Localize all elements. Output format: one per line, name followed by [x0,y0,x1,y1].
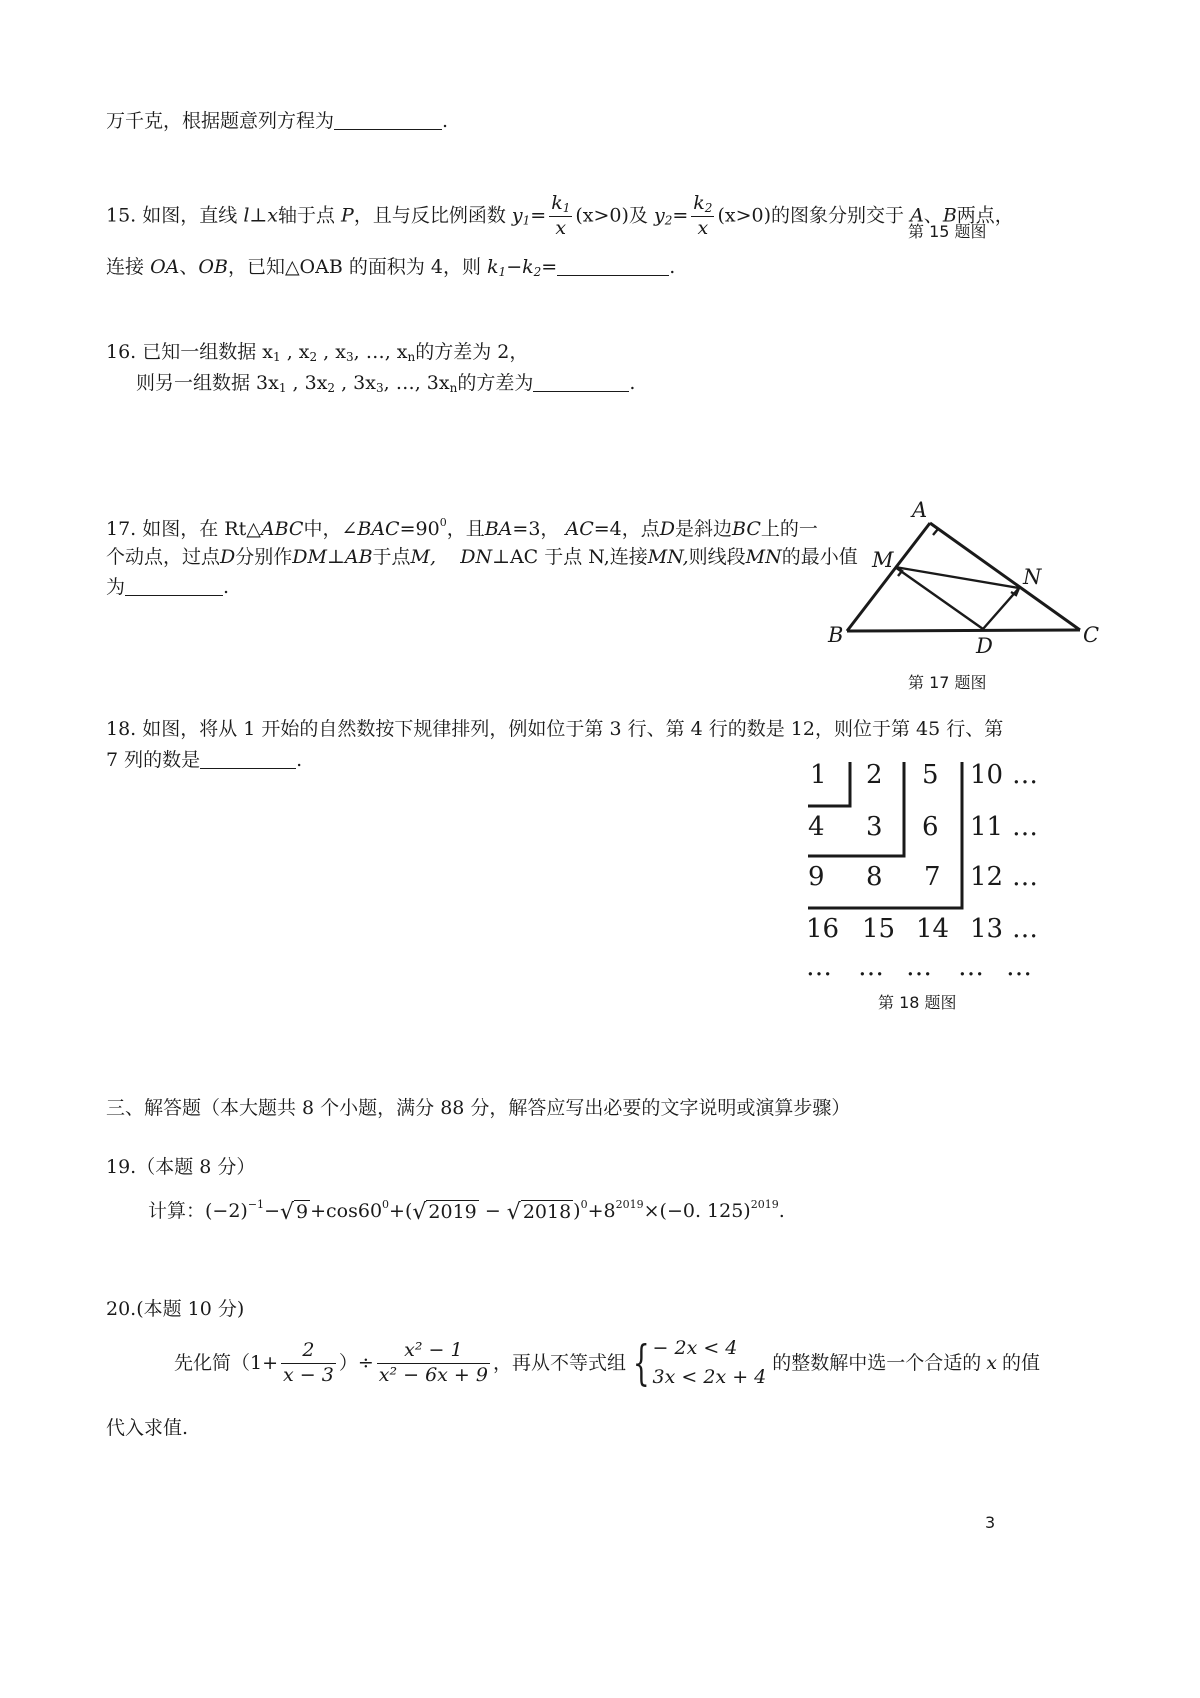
q17-label-n: N [1023,565,1042,589]
q18-line-2 [106,749,302,772]
q18-cell: 13 [970,914,1004,944]
q16-c3: , …, x [353,341,408,363]
q20-expression [174,1334,1040,1393]
q15-perp: ⊥ [249,204,268,227]
q17-mn2: MN [745,546,782,568]
q15-line-1 [106,192,1014,241]
q15-mid1: 轴于点 [277,204,335,227]
q15-y1: y [511,204,523,227]
q20-tail-a: 的整数解中选一个合适的 [772,1352,982,1375]
q17-label-m: M [872,548,894,572]
q17-line-1 [106,516,818,541]
q18-cell: … [1006,952,1032,982]
q17-line2-c: 于点 [372,546,411,568]
q18-end: . [296,749,303,771]
q18-cell: 10 [970,760,1004,790]
q18-cell: 12 [970,862,1004,892]
q20-line-2: 代入求值. [106,1417,189,1439]
q17-line2-e: 则线段 [688,546,746,568]
q19-sqrt-9: √ 9 [279,1200,309,1225]
q17-line-2 [106,546,858,569]
q17-line1-e: =3， [512,518,560,540]
q17-line1-g: 是斜边 [674,518,732,540]
q17-bc: BC [732,518,761,540]
q15-line2-mid: ，已知△OAB 的面积为 4，则 [227,256,481,278]
q15-k1: k [551,192,563,214]
q15-kk2: k [522,256,534,278]
q16-line2-pre: 则另一组数据 3x [136,372,279,394]
q15-k1-sub: 1 [562,201,571,215]
q20-close: ）÷ [338,1352,374,1375]
q18-answer-blank [200,749,296,769]
q18-line2-text: 7 列的数是 [106,749,201,771]
q16-t3: 3 [376,381,384,395]
q17-line1-b: 中，∠ [303,518,358,540]
q19-cos: +cos60 [310,1200,383,1222]
q19-minus2: − [478,1200,507,1222]
q17-label-a: A [912,498,928,522]
q19-header: 19.（本题 8 分） [106,1156,256,1178]
q17-side-ab [847,523,930,631]
q15-k2: k [693,192,705,214]
q19-exp2019: 2019 [615,1198,644,1211]
q16-s3: 3 [345,350,354,364]
q15-point-b: B [942,204,957,227]
q16-c2: , x [317,341,346,363]
q14-tail-line [106,110,448,133]
q15-mid2: ，且与反比例函数 [353,204,506,227]
q16-t1: 1 [278,381,287,395]
q18-cell: 1 [810,760,827,790]
q17-label-d: D [976,634,993,658]
q14-tail-text: 万千克，根据题意列方程为 [106,110,335,132]
q17-answer-blank [125,576,223,596]
q15-ob: OB [198,256,228,278]
q15-kk2-sub: 2 [533,265,542,279]
q15-sep2: 、 [179,256,199,278]
q18-cell: 7 [924,862,941,892]
q15-eq1: = [530,204,547,227]
q15-mid4: 两点， [956,204,1014,227]
q15-prefix: 15. 如图，直线 [106,204,238,227]
q17-segment-dm [895,567,983,629]
q19-exp2019b: 2019 [750,1198,779,1211]
q19-times: ×(−0. 125) [643,1200,751,1222]
q15-k2-sub: 2 [704,201,713,215]
q19-eight: +8 [587,1200,616,1222]
q15-line-l: l [243,204,250,227]
q20-mid: ，再从不等式组 [492,1352,626,1375]
q19-calc: 计算：(−2) [148,1200,248,1222]
q15-point-p: P [341,204,354,227]
q17-line1-h: 上的一 [760,518,818,540]
q17-figure-caption: 第 17 题图 [908,673,987,692]
q18-cell: 14 [916,914,950,944]
q18-number-grid [800,758,1050,988]
q19-end: . [778,1200,785,1222]
q18-cell: … [958,952,984,982]
q16-d3: , …, 3x [383,372,450,394]
q15-cond2: (x>0) [717,204,771,227]
q19-expression [148,1198,785,1224]
q19-minus: − [264,1200,280,1222]
page-number: 3 [985,1513,996,1532]
q16-c1: , x [280,341,310,363]
q15-point-a: A [910,204,924,227]
q15-kk1: k [487,256,499,278]
q15-minus: − [506,256,523,278]
q17-line2-b: 分别作 [235,546,293,568]
section-3-heading: 三、解答题（本大题共 8 个小题，满分 88 分，解答应写出必要的文字说明或演算步骤） [106,1097,851,1119]
q16-answer-blank [533,372,629,392]
q17-deg: 0 [439,516,447,529]
q15-y2: y [653,204,665,227]
q15-end: . [669,256,676,278]
q18-cell: … [858,952,884,982]
q15-oa: OA [150,256,180,278]
q15-y1-sub: 1 [522,213,531,228]
q18-cell: 9 [808,862,825,892]
q18-cell: 6 [922,812,939,842]
q20-fraction-2: $\frac{\text{x² − 1}}{\text{x² − 6x + 9}}$ [378,1339,488,1386]
q18-cell: 15 [862,914,896,944]
q17-ab: AB [344,546,373,568]
q16-line1-pre: 16. 已知一组数据 x [106,341,274,363]
q20-brace: { [632,1335,650,1392]
q18-cell: … [1012,914,1038,944]
q19-sqrt-2019: √ 2019 [412,1200,477,1225]
q19-plus: +( [389,1200,413,1222]
q16-d2: , 3x [335,372,376,394]
q15-mid3: 的图象分别交于 [771,204,905,227]
q18-cell: 2 [866,760,883,790]
q15-cond1: (x>0) [575,204,629,227]
q17-end: . [223,576,230,598]
q17-dn: DN [460,546,493,568]
q18-cell: … [1012,862,1038,892]
q16-tn: n [449,381,458,395]
q17-bac: BAC [357,518,400,540]
q17-ba: BA [484,518,513,540]
q18-cell: 4 [808,812,825,842]
q20-fraction-1: $\frac{2}{x - 3}$ [283,1339,334,1386]
q15-and: 及 [628,204,648,227]
q18-figure-caption: 第 18 题图 [878,993,957,1012]
q16-line2-end: 的方差为 [457,372,534,394]
q16-sn: n [407,350,416,364]
q14-answer-blank [334,110,442,130]
q15-kk1-sub: 1 [498,265,507,279]
q18-cell: 11 [970,812,1004,842]
q19-exp0: 0 [580,1198,588,1211]
q20-x: x [986,1352,997,1375]
q16-s2: 2 [309,350,318,364]
q17-right-angle-a [931,524,938,535]
q19-deg: 0 [382,1198,390,1211]
q16-end: . [629,372,636,394]
q17-triangle-figure [820,495,1110,660]
q19-sqrt-2018: √ 2018 [506,1200,572,1225]
q19-close: ) [573,1200,581,1222]
q17-d2: D [220,546,236,568]
q18-cell: … [806,952,832,982]
q20-tail-b: 的值 [1001,1352,1040,1375]
q15-k2-den: x [697,217,709,239]
q15-k1-den: x [555,217,567,239]
q17-segment-mn [895,567,1019,588]
q20-header: 20.(本题 10 分) [106,1298,245,1320]
q17-line1-d: ，且 [446,518,485,540]
q18-cell: 16 [806,914,840,944]
q15-fraction-k2 [691,192,714,241]
q17-side-bc [847,630,1080,631]
q19-exp-neg1: −1 [247,1198,265,1211]
q15-line-2 [106,256,675,279]
q17-line2-a: 个动点，过点 [106,546,221,568]
q20-inequality-system [653,1334,767,1393]
q16-line1-end: 的方差为 2， [415,341,529,363]
q18-cell: … [1012,760,1038,790]
q17-label-b: B [828,623,844,647]
q14-end: . [442,110,449,132]
q17-line3: 为 [106,576,126,598]
q15-eq2: = [672,204,689,227]
q16-d1: , 3x [286,372,328,394]
q15-answer-blank [557,256,669,276]
q15-y2-sub: 2 [664,213,673,228]
q15-axis-x: x [267,204,278,227]
q20-pre: 先化简（1+ [174,1352,279,1375]
q17-line2-f: 的最小值 [781,546,858,568]
q17-line-3 [106,576,229,599]
q17-line2-d: ⊥AC 于点 N,连接 [492,546,648,568]
q15-eq3: = [541,256,558,278]
q17-mn: MN, [647,546,689,568]
q15-line2-pre: 连接 [106,256,145,278]
q17-dm: DM [292,546,327,568]
q15-figure-caption: 第 15 题图 [908,222,987,241]
q17-m: M, [410,546,437,568]
q15-fraction-k1 [549,192,572,241]
q16-s1: 1 [273,350,281,364]
q16-t2: 2 [327,381,336,395]
q17-d: D [659,518,675,540]
q17-abc: ABC [260,518,304,540]
q16-line-2 [136,372,635,395]
q17-line1-c: =90 [399,518,440,540]
q17-ac: AC [565,518,594,540]
q20-ineq2: 3x < 2x + 4 [652,1366,767,1389]
q17-perp1: ⊥ [326,546,345,568]
q15-sep: 、 [923,204,943,227]
q17-label-c: C [1083,623,1100,647]
q17-line1-a: 17. 如图，在 Rt△ [106,518,261,540]
q20-ineq1: − 2x < 4 [652,1337,738,1359]
q18-line-1: 18. 如图，将从 1 开始的自然数按下规律排列，例如位于第 3 行、第 4 行的数是 12，则位于第 45 行、第 [106,718,1004,740]
q18-cell: 3 [866,812,883,842]
q16-line-1 [106,341,528,364]
q18-cell: … [906,952,932,982]
q18-cell: … [1012,812,1038,842]
q18-cell: 5 [922,760,939,790]
q17-line1-f: =4，点 [593,518,660,540]
q18-cell: 8 [866,862,883,892]
